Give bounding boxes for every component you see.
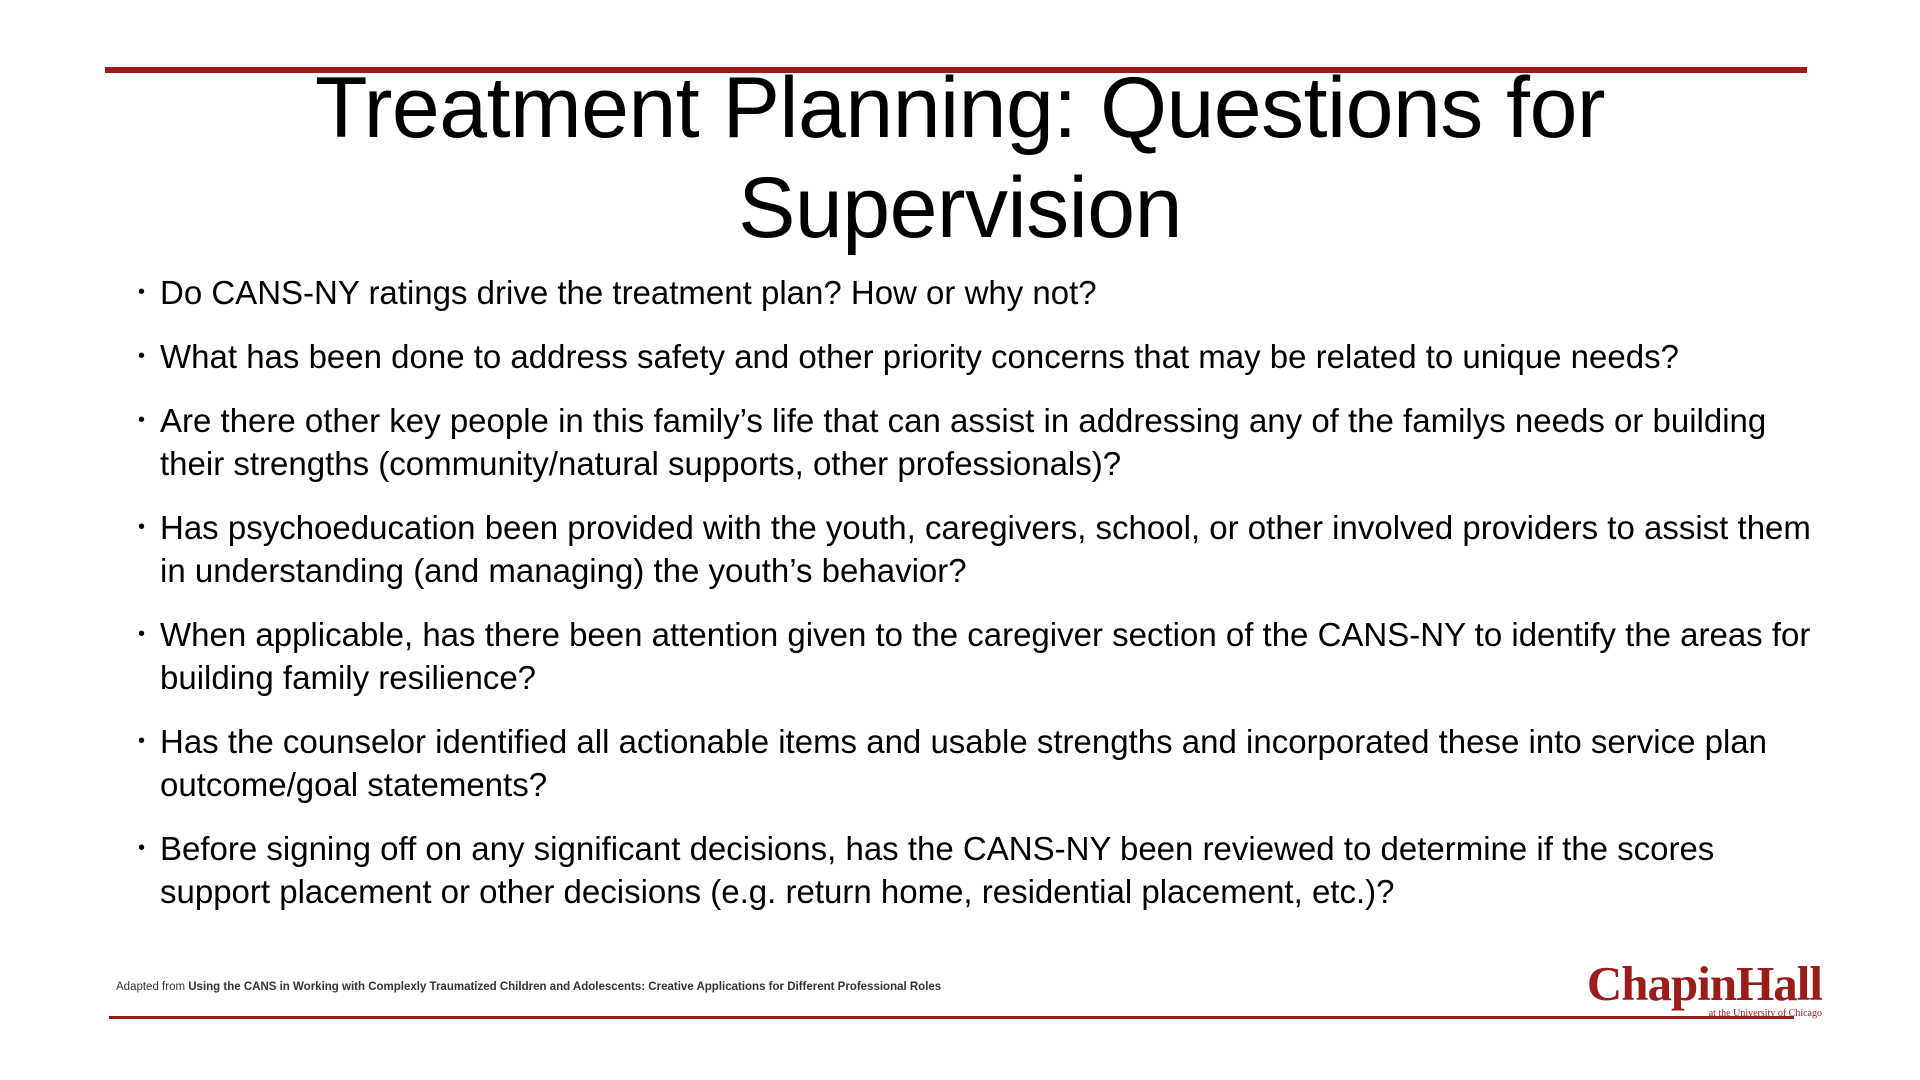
footer-citation xyxy=(116,980,941,994)
bullet-icon: • xyxy=(138,730,146,752)
bullet-icon: • xyxy=(138,281,146,303)
bullet-text: Has the counselor identified all actionable items and usable strengths and incorporated these into service plan outcome/goal statements? xyxy=(160,723,1767,803)
citation-prefix: Adapted from xyxy=(116,981,186,993)
bullet-icon: • xyxy=(138,516,146,538)
slide-title: Treatment Planning: Questions for Supervision xyxy=(314,60,1606,256)
list-item xyxy=(138,271,1840,314)
bullet-text: Before signing off on any significant decisions, has the CANS-NY been reviewed to determine if the scores support placement or other decisions (e.g. return home, residential placement, etc.)? xyxy=(160,830,1715,910)
bullet-text: What has been done to address safety and other priority concerns that may be related to unique needs? xyxy=(160,338,1679,375)
list-item xyxy=(138,613,1840,699)
list-item xyxy=(138,335,1840,378)
bullet-icon: • xyxy=(138,623,146,645)
chapin-hall-logo xyxy=(1574,958,1822,1020)
list-item xyxy=(138,720,1840,806)
list-item xyxy=(138,399,1840,485)
list-item xyxy=(138,827,1840,913)
bullet-icon: • xyxy=(138,837,146,859)
bullet-text: Are there other key people in this family’s life that can assist in addressing any of the familys needs or building their strengths (community/natural supports, other professionals)? xyxy=(160,402,1767,482)
bullet-text: Do CANS-NY ratings drive the treatment plan? How or why not? xyxy=(160,274,1097,311)
bullet-text: When applicable, has there been attention given to the caregiver section of the CANS-NY to identify the areas for building family resilience? xyxy=(160,616,1811,696)
bullet-icon: • xyxy=(138,345,146,367)
bullet-text: Has psychoeducation been provided with the youth, caregivers, school, or other involved providers to assist them in understanding (and managing) the youth’s behavior? xyxy=(160,509,1811,589)
logo-wordmark: ChapinHall xyxy=(1586,956,1822,1011)
bullet-list xyxy=(138,271,1840,934)
bullet-icon: • xyxy=(138,409,146,431)
list-item xyxy=(138,506,1840,592)
citation-title: Using the CANS in Working with Complexly Traumatized Children and Adolescents: Creative Applications for Different Professional Roles xyxy=(188,981,942,993)
footer-rule xyxy=(109,1016,1794,1019)
logo-subtitle: at the University of Chicago xyxy=(1708,1008,1822,1019)
